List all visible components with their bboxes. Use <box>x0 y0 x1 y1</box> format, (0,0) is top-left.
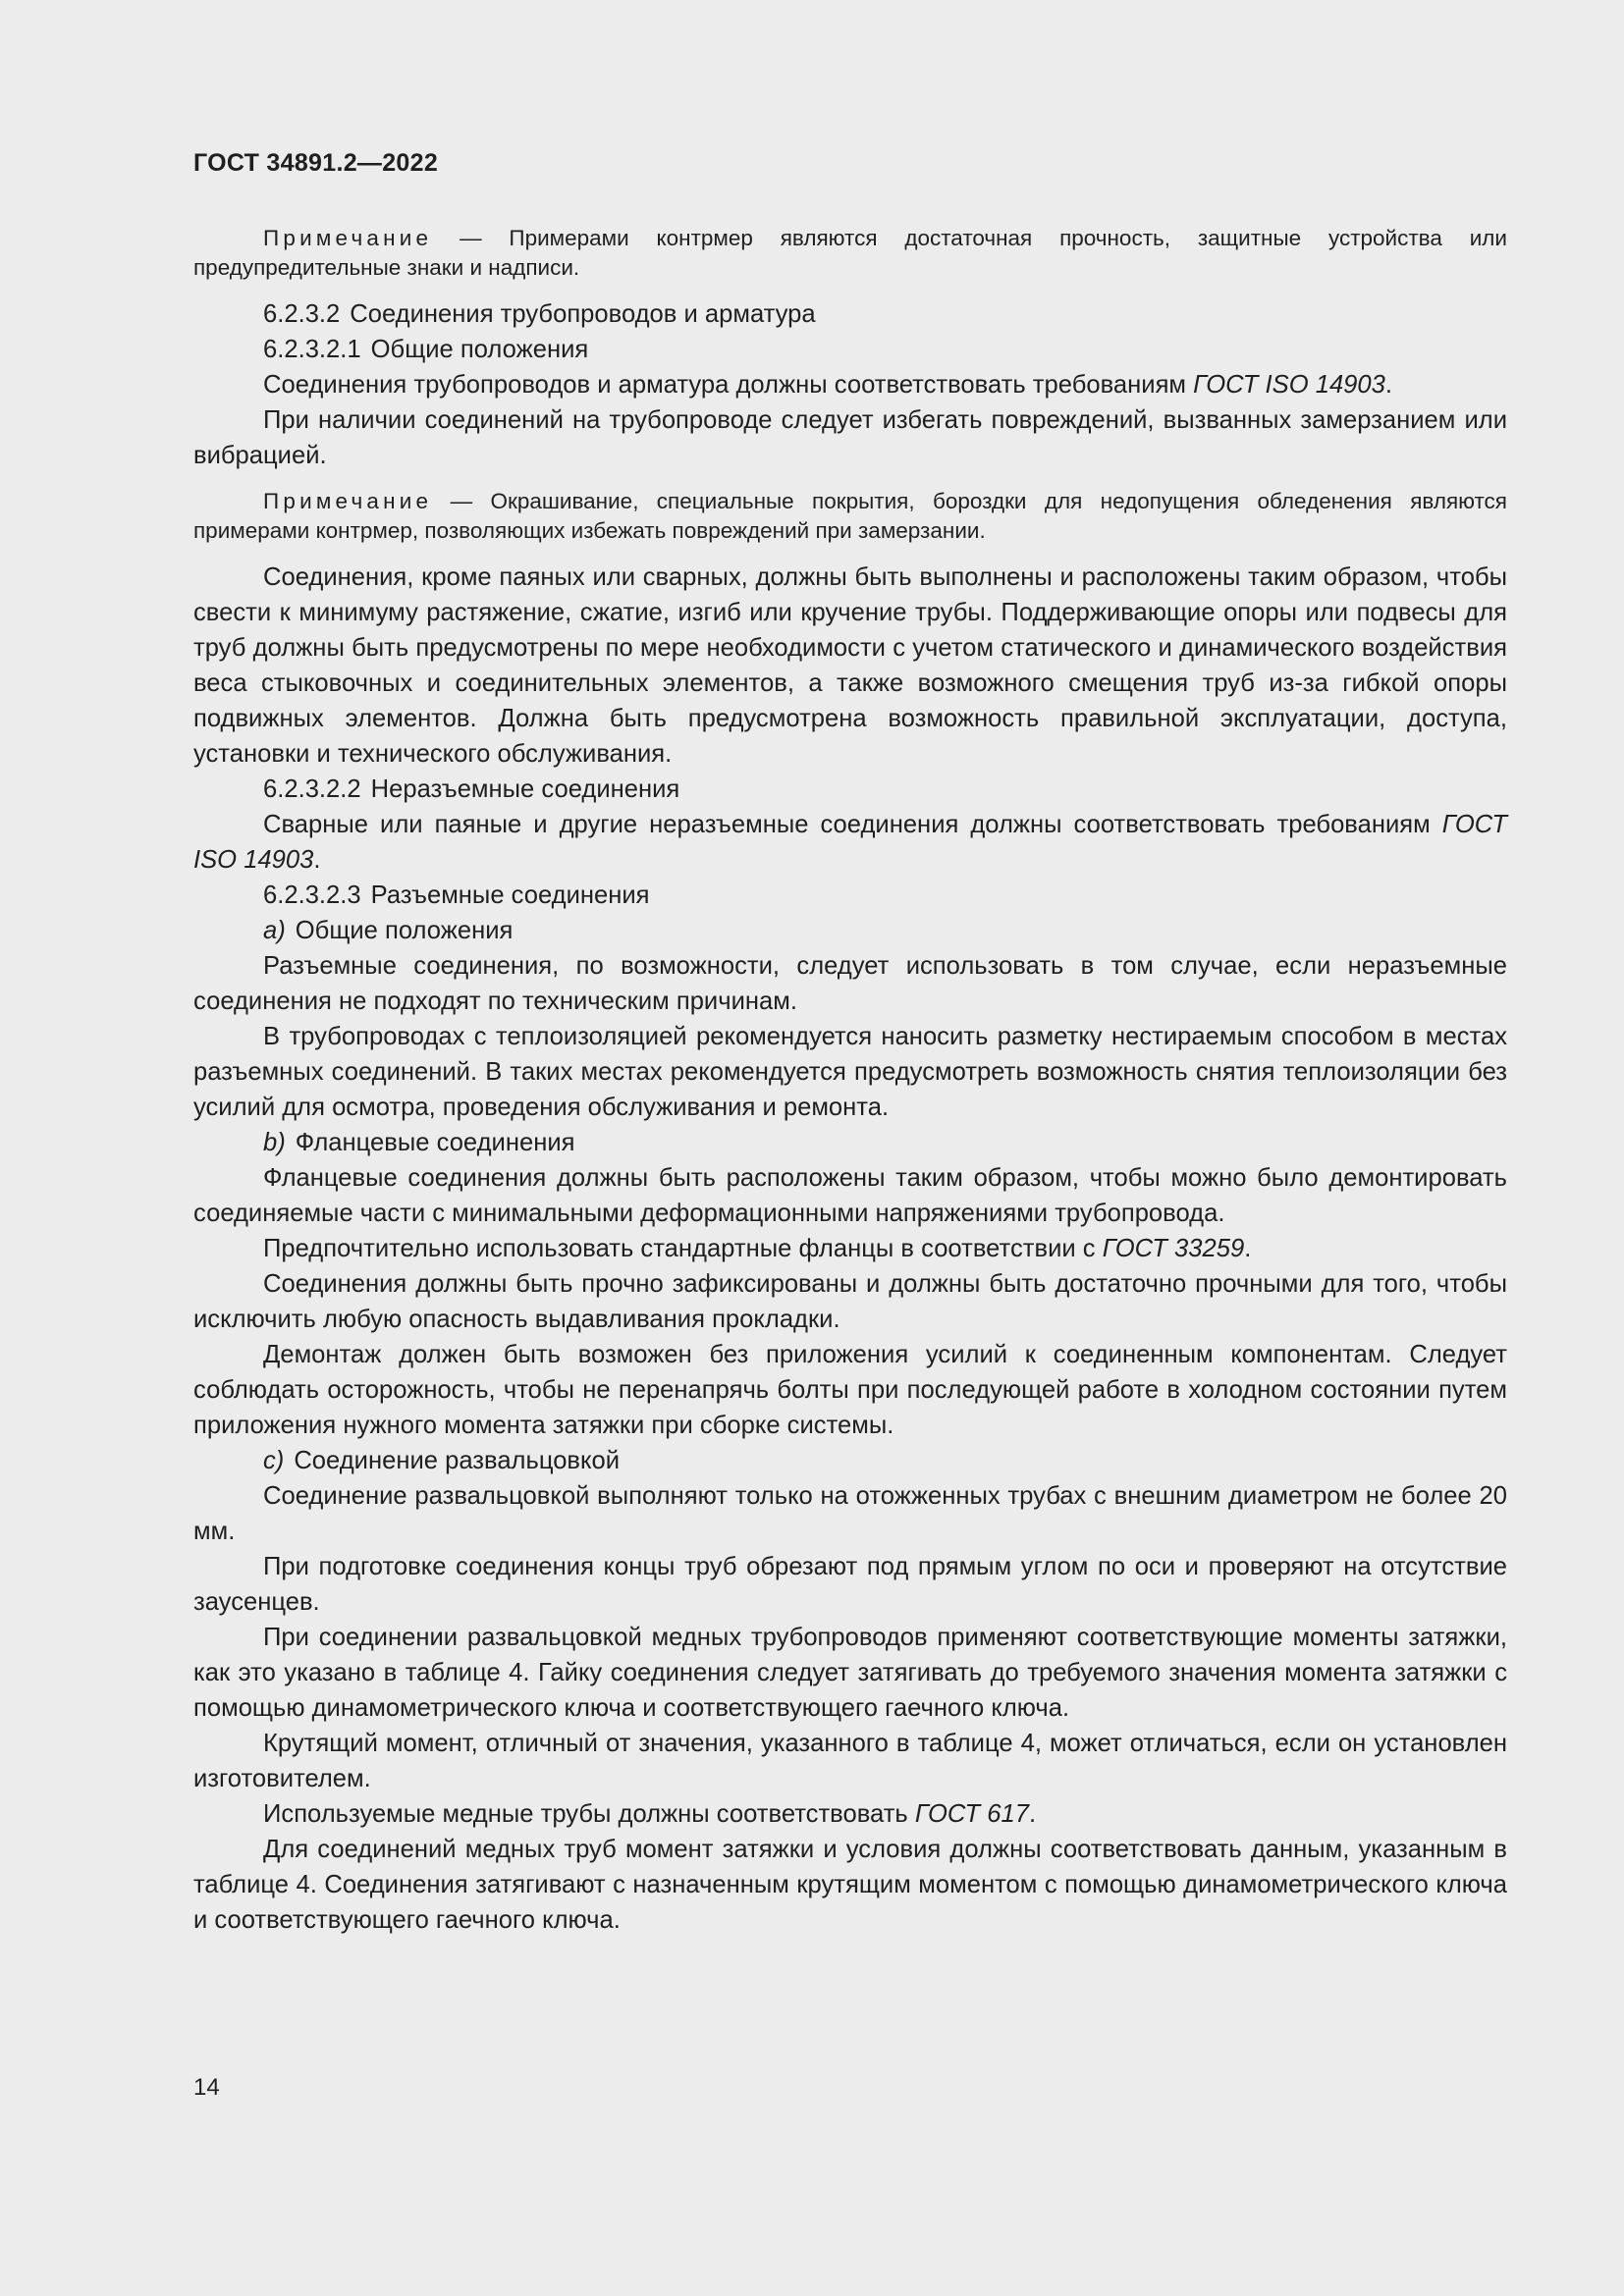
paragraph: Сварные или паяные и другие неразъемные соединения должны соответствовать требованиям ГОСТ ISO 14903. <box>193 811 1507 874</box>
subsection-letter: b) <box>263 1129 286 1156</box>
standard-reference: ГОСТ ISO 14903 <box>1193 371 1385 399</box>
section-number: 6.2.3.2.3 <box>263 881 361 909</box>
section-heading <box>193 878 1507 913</box>
note-text: — Примерами контрмер являются достаточная прочность, защитные устройства или предупредительные знаки и надписи. <box>193 226 1507 280</box>
section-title: Соединения трубопроводов и арматура <box>350 300 816 328</box>
note-label: Примечание <box>263 489 433 513</box>
subsection-title: Фланцевые соединения <box>295 1129 575 1156</box>
paragraph: При подготовке соединения концы труб обрезают под прямым углом по оси и проверяют на отсутствие заусенцев. <box>193 1553 1507 1616</box>
paragraph: Используемые медные трубы должны соответствовать ГОСТ 617. <box>263 1800 1037 1828</box>
section-title: Неразъемные соединения <box>370 775 680 803</box>
paragraph: При соединении развальцовкой медных трубопроводов применяют соответствующие моменты затяжки, как это указано в таблице 4. Гайку соединения следует затягивать до требуемого значения момента затяжки с помощью динамометрического ключа и соответствующего гаечного ключа. <box>193 1624 1507 1722</box>
paragraph: Крутящий момент, отличный от значения, указанного в таблице 4, может отличаться, если он установлен изготовителем. <box>193 1730 1507 1792</box>
subsection-title: Соединение развальцовкой <box>294 1447 621 1474</box>
subsection-heading <box>193 1125 1507 1160</box>
paragraph: Соединения трубопроводов и арматура должны соответствовать требованиям ГОСТ ISO 14903. <box>263 371 1393 399</box>
standard-reference: ГОСТ 33259 <box>1102 1235 1245 1262</box>
note-text: — Окрашивание, специальные покрытия, бороздки для недопущения обледенения являются примерами контрмер, позволяющих избежать повреждений при замерзании. <box>193 489 1507 543</box>
section-number: 6.2.3.2.1 <box>263 336 361 363</box>
paragraph: Соединение развальцовкой выполняют только на отожженных трубах с внешним диаметром не более 20 мм. <box>193 1482 1507 1545</box>
paragraph: Фланцевые соединения должны быть расположены таким образом, чтобы можно было демонтировать соединяемые части с минимальными деформационными напряжениями трубопровода. <box>193 1164 1507 1227</box>
subsection-heading <box>193 913 1507 948</box>
section-title: Общие положения <box>370 336 589 363</box>
note-label: Примечание <box>263 226 433 250</box>
section-number: 6.2.3.2.2 <box>263 775 361 803</box>
paragraph: Демонтаж должен быть возможен без приложения усилий к соединенным компонентам. Следует соблюдать осторожность, чтобы не перенапрячь болты при последующей работе в холодном состоянии путем приложения нужного момента затяжки при сборке системы. <box>193 1341 1507 1439</box>
paragraph: Предпочтительно использовать стандартные фланцы в соответствии с ГОСТ 33259. <box>263 1235 1252 1262</box>
paragraph: Разъемные соединения, по возможности, следует использовать в том случае, если неразъемные соединения не подходят по техническим причинам. <box>193 952 1507 1015</box>
document-header: ГОСТ 34891.2—2022 <box>193 149 439 177</box>
note-paragraph <box>193 487 1507 546</box>
standard-reference: ГОСТ 617 <box>914 1800 1029 1828</box>
document-body <box>193 224 1507 1938</box>
standard-reference: ГОСТ ISO 14903 <box>193 811 1507 874</box>
section-heading <box>193 332 1507 367</box>
section-heading <box>193 772 1507 807</box>
subsection-letter: a) <box>263 917 286 944</box>
note-paragraph <box>193 224 1507 283</box>
paragraph: В трубопроводах с теплоизоляцией рекомендуется наносить разметку нестираемым способом в местах разъемных соединений. В таких местах рекомендуется предусмотреть возможность снятия теплоизоляции без усилий для осмотра, проведения обслуживания и ремонта. <box>193 1023 1507 1121</box>
paragraph: При наличии соединений на трубопроводе следует избегать повреждений, вызванных замерзанием или вибрацией. <box>193 406 1507 469</box>
section-heading <box>193 296 1507 332</box>
page-number: 14 <box>193 2074 220 2101</box>
section-title: Разъемные соединения <box>370 881 650 909</box>
subsection-title: Общие положения <box>295 917 514 944</box>
paragraph: Для соединений медных труб момент затяжки и условия должны соответствовать данным, указанным в таблице 4. Соединения затягивают с назначенным крутящим моментом с помощью динамометрического ключа и соответствующего гаечного ключа. <box>193 1836 1507 1934</box>
subsection-letter: c) <box>263 1447 285 1474</box>
section-number: 6.2.3.2 <box>263 300 341 328</box>
paragraph: Соединения, кроме паяных или сварных, должны быть выполнены и расположены таким образом, чтобы свести к минимуму растяжение, сжатие, изгиб или кручение трубы. Поддерживающие опоры или подвесы для труб должны быть предусмотрены по мере необходимости с учетом статического и динамического воздействия веса стыковочных и соединительных элементов, а также возможного смещения труб из-за гибкой опоры подвижных элементов. Должна быть предусмотрена возможность правильной эксплуатации, доступа, установки и технического обслуживания. <box>193 563 1507 768</box>
subsection-heading <box>193 1443 1507 1478</box>
paragraph: Соединения должны быть прочно зафиксированы и должны быть достаточно прочными для того, чтобы исключить любую опасность выдавливания прокладки. <box>193 1270 1507 1333</box>
